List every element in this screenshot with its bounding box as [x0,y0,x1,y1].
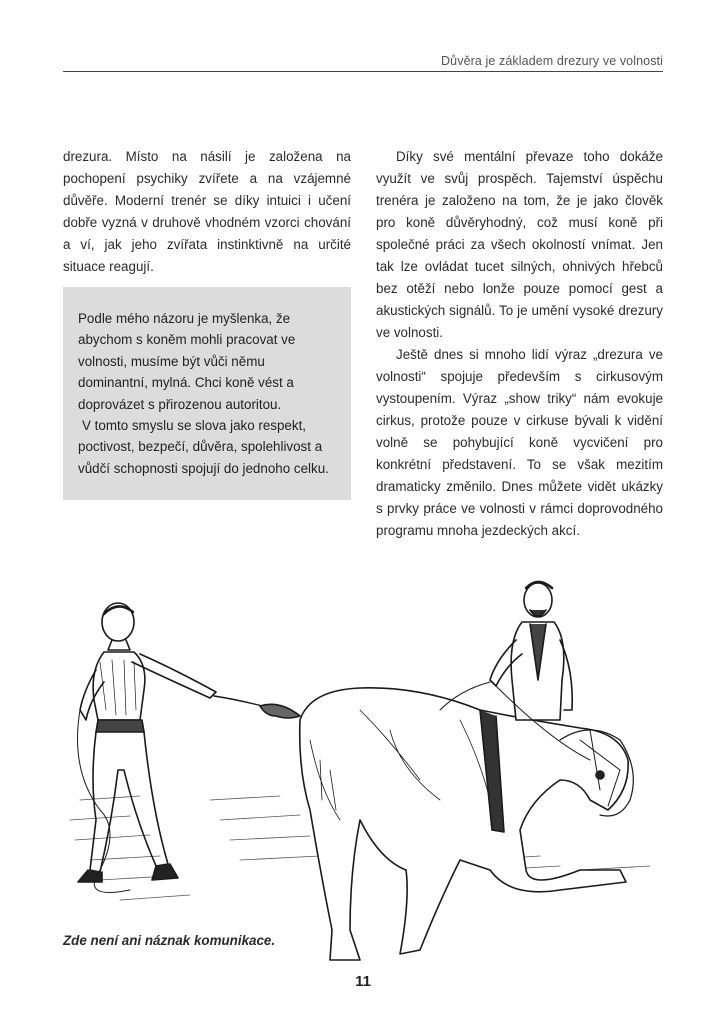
page-number: 11 [355,973,371,990]
right-column [376,146,663,542]
note-paragraph-1: Podle mého názoru je myšlenka, že abychom s koněm mohli pracovat ve volnosti, musíme být vůči němu dominantní, mylná. Chci koně vést a doprovázet s přirozenou autoritou. [78,311,296,412]
left-paragraph: drezura. Místo na násilí je založena na pochopení psychiky zvířete a na vzájemné důvěře. Moderní trenér se díky intuici i učení dobře vyzná v druhově vhodném vzorci chování a ví, jak jeho zvířata instinktivně na určité situace reagují. [63,149,351,274]
left-column [63,146,351,278]
horse-tail [260,704,300,718]
header-rule [63,71,663,72]
right-paragraph-1: Díky své mentální převaze toho dokáže využít ve svůj prospěch. Tajemství úspěchu trenéra je založeno na tom, že je jako člověk pro koně důvěryhodný, což musí koně při společné práci za všech okolností vnímat. Jen tak lze ovládat tucet silných, ohnivých hřebců bez otěží nebo lonže pouze pomocí gest a akustických signálů. To je umění vysoké drezury ve volnosti. [376,149,663,340]
note-paragraph-2: V tomto smyslu se slova jako respekt, poctivost, bezpečí, důvěra, spolehlivost a vůdčí schopnosti spojují do jednoho celku. [78,418,329,476]
boxed-note [63,287,351,500]
running-header: Důvěra je základem drezury ve volnosti [441,54,663,68]
horse-training-illustration [60,570,670,965]
figure-caption: Zde není ani náznak komunikace. [63,933,276,948]
horse-figure [300,688,634,960]
man-pulling-figure [78,603,217,893]
right-paragraph-2: Ještě dnes si mnoho lidí výraz „drezura ve volnosti“ spojuje především s cirkusovým vystoupením. Výraz „show triky“ nám evokuje cirkus, protože pouze v cirkuse bývali k vidění volně se pohybující koně vycvičení pro konkrétní představení. To se však mezitím dramaticky změnilo. Dnes můžete vidět ukázky s prvky práce ve volnosti v rámci doprovodného programu mnoha jezdeckých akcí. [376,347,663,538]
